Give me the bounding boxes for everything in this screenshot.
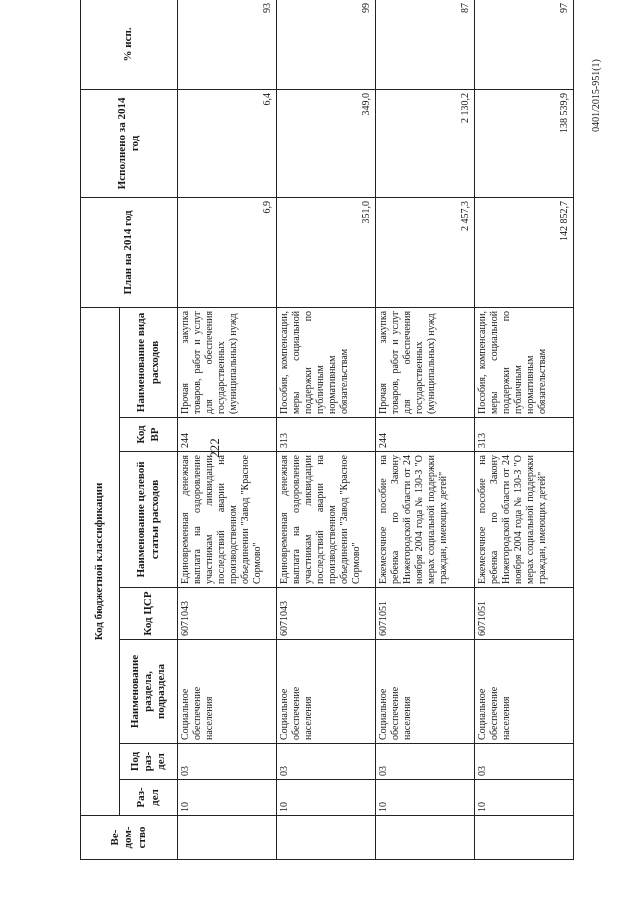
cell-vedomstvo bbox=[178, 816, 277, 860]
cell-vedomstvo bbox=[376, 816, 475, 860]
header-plan: План на 2014 год bbox=[81, 197, 178, 307]
cell-fact: 138 539,9 bbox=[475, 89, 574, 197]
cell-percent: 97 bbox=[475, 0, 574, 89]
cell-vr: 313 bbox=[475, 418, 574, 452]
cell-vr-name: Пособия, компенсации, меры социальной поддержки по публичным нормативным обязательствам bbox=[475, 307, 574, 417]
table-row bbox=[277, 0, 376, 860]
cell-plan: 6,9 bbox=[178, 197, 277, 307]
cell-csr-name: Ежемесячное пособие на ребенка по Закону Нижегородской области от 24 ноября 2004 года № 130-З "О мерах социальной поддержки граждан, имеющих детей" bbox=[376, 452, 475, 588]
cell-csr-name: Ежемесячное пособие на ребенка по Закону Нижегородской области от 24 ноября 2004 года № 130-З "О мерах социальной поддержки граждан, имеющих детей" bbox=[475, 452, 574, 588]
header-group: Код бюджетной классификации bbox=[81, 307, 120, 815]
cell-razdel-name: Социальное обеспечение населения bbox=[376, 640, 475, 744]
cell-plan: 2 457,3 bbox=[376, 197, 475, 307]
cell-csr: 6071043 bbox=[178, 588, 277, 640]
cell-csr: 6071051 bbox=[475, 588, 574, 640]
cell-plan: 351,0 bbox=[277, 197, 376, 307]
header-csr: Код ЦСР bbox=[120, 588, 178, 640]
cell-razdel-name: Социальное обеспечение населения bbox=[277, 640, 376, 744]
cell-fact: 2 130,2 bbox=[376, 89, 475, 197]
cell-csr-name: Единовременная денежная выплата на оздоровление участникам ликвидации последствий аварии на производственном объединении "Завод "Красное Сормово" bbox=[178, 452, 277, 588]
table-row bbox=[376, 0, 475, 860]
page-number: 222 bbox=[206, 438, 222, 458]
cell-razdel-name: Социальное обеспечение населения bbox=[178, 640, 277, 744]
cell-fact: 6,4 bbox=[178, 89, 277, 197]
header-vr: Код ВР bbox=[120, 418, 178, 452]
cell-vr-name: Прочая закупка товаров, работ и услуг для обеспечения государственных (муниципальных) нужд bbox=[376, 307, 475, 417]
cell-razdel-name: Социальное обеспечение населения bbox=[475, 640, 574, 744]
cell-vedomstvo bbox=[277, 816, 376, 860]
header-csr-name: Наименование целевой статьи расходов bbox=[120, 452, 178, 588]
cell-fact: 349,0 bbox=[277, 89, 376, 197]
cell-razdel: 10 bbox=[475, 780, 574, 816]
table-row bbox=[178, 0, 277, 860]
header-razdel-name: Наименование раздела, подраздела bbox=[120, 640, 178, 744]
cell-podrazdel: 03 bbox=[475, 744, 574, 780]
cell-plan: 142 852,7 bbox=[475, 197, 574, 307]
cell-vr-name: Пособия, компенсации, меры социальной поддержки по публичным нормативным обязательствам bbox=[277, 307, 376, 417]
table-row bbox=[475, 0, 574, 860]
budget-table-rotated bbox=[80, 0, 600, 860]
header-razdel: Раз-дел bbox=[120, 780, 178, 816]
header-percent: % исп. bbox=[81, 0, 178, 89]
cell-podrazdel: 03 bbox=[277, 744, 376, 780]
cell-razdel: 10 bbox=[376, 780, 475, 816]
cell-vr: 313 bbox=[277, 418, 376, 452]
cell-razdel: 10 bbox=[277, 780, 376, 816]
header-podrazdel: Под раз-дел bbox=[120, 744, 178, 780]
header-vedomstvo: Ве-дом-ство bbox=[81, 816, 178, 860]
header-fact: Исполнено за 2014 год bbox=[81, 89, 178, 197]
document-id: 0401/2015-951(1) bbox=[590, 59, 602, 132]
cell-csr: 6071043 bbox=[277, 588, 376, 640]
cell-percent: 93 bbox=[178, 0, 277, 89]
cell-podrazdel: 03 bbox=[178, 744, 277, 780]
budget-table bbox=[80, 0, 574, 860]
header-vr-name: Наименование вида расходов bbox=[120, 307, 178, 417]
cell-vr: 244 bbox=[376, 418, 475, 452]
cell-vedomstvo bbox=[475, 816, 574, 860]
cell-csr: 6071051 bbox=[376, 588, 475, 640]
cell-razdel: 10 bbox=[178, 780, 277, 816]
cell-vr: 244 bbox=[178, 418, 277, 452]
cell-percent: 99 bbox=[277, 0, 376, 89]
cell-podrazdel: 03 bbox=[376, 744, 475, 780]
cell-percent: 87 bbox=[376, 0, 475, 89]
cell-vr-name: Прочая закупка товаров, работ и услуг для обеспечения государственных (муниципальных) нужд bbox=[178, 307, 277, 417]
cell-csr-name: Единовременная денежная выплата на оздоровление участникам ликвидации последствий аварии на производственном объединении "Завод "Красное Сормово" bbox=[277, 452, 376, 588]
